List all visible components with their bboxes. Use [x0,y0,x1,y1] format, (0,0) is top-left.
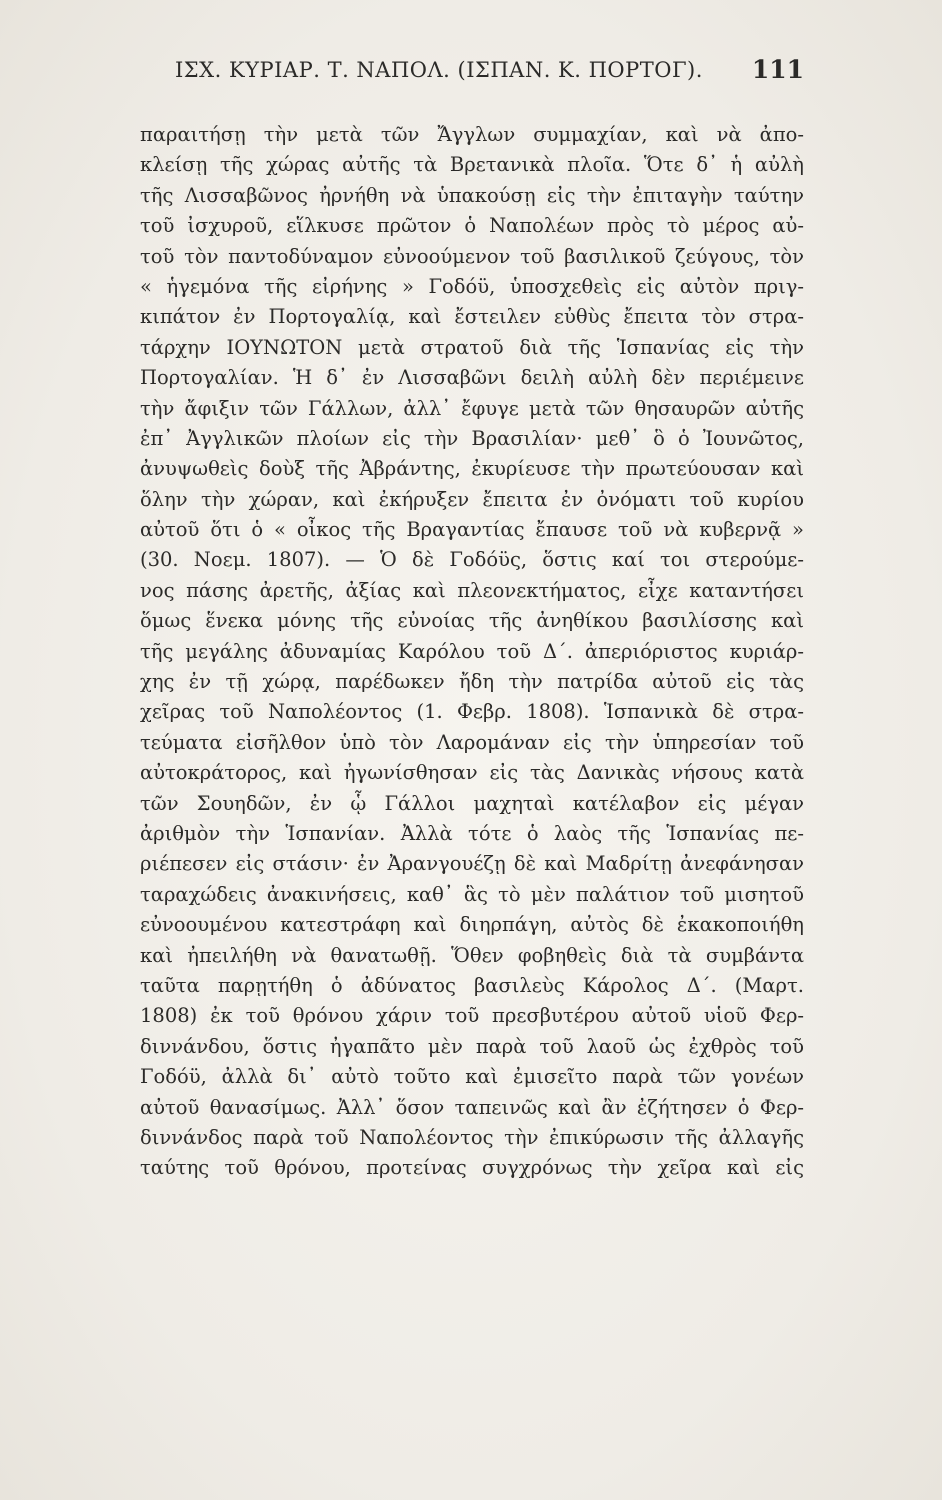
text-line: διννάνδος παρὰ τοῦ Ναπολέοντος τὴν ἐπικύρωσιν τῆς ἀλλαγῆς [140,1125,804,1149]
body-text [140,120,804,1184]
text-line: τοῦ ἰσχυροῦ, εἵλκυσε πρῶτον ὁ Ναπολέων πρὸς τὸ μέρος αὐ- [140,214,804,238]
text-line: καὶ ἠπειλήθη νὰ θανατωθῇ. Ὅθεν φοβηθεὶς διὰ τὰ συμβάντα [140,943,804,967]
text-line: τὴν ἄφιξιν τῶν Γάλλων, ἀλλ᾽ ἔφυγε μετὰ τῶν θησαυρῶν αὐτῆς [140,396,804,420]
text-line: « ἡγεμόνα τῆς εἰρήνης » Γοδόϋ, ὑποσχεθεὶς εἰς αὐτὸν πριγ- [140,274,804,298]
text-line: χεῖρας τοῦ Ναπολέοντος (1. Φεβρ. 1808). Ἱσπανικὰ δὲ στρα- [140,700,804,724]
page-number: 111 [751,55,804,84]
text-line: αὐτοκράτορος, καὶ ἠγωνίσθησαν εἰς τὰς Δανικὰς νήσους κατὰ [140,761,804,785]
text-line: χης ἐν τῇ χώρᾳ, παρέδωκεν ἤδη τὴν πατρίδα αὐτοῦ εἰς τὰς [140,670,804,694]
text-line: ὅλην τὴν χώραν, καὶ ἐκήρυξεν ἔπειτα ἐν ὀνόματι τοῦ κυρίου [140,487,804,511]
text-line: τῶν Σουηδῶν, ἐν ᾧ Γάλλοι μαχηταὶ κατέλαβον εἰς μέγαν [140,791,804,815]
text-line: ταύτης τοῦ θρόνου, προτείνας συγχρόνως τὴν χεῖρα καὶ εἰς [140,1156,804,1180]
text-line: ἀνυψωθεὶς δοὺξ τῆς Ἀβράντης, ἐκυρίευσε τὴν πρωτεύουσαν καὶ [140,457,804,481]
text-line: Πορτογαλίαν. Ἡ δ᾽ ἐν Λισσαβῶνι δειλὴ αὐλὴ δὲν περιέμεινε [140,366,804,390]
text-line: ἐπ᾽ Ἀγγλικῶν πλοίων εἰς τὴν Βρασιλίαν· μεθ᾽ ὃ ὁ Ἰουνῶτος, [140,426,804,450]
text-line: κλείσῃ τῆς χώρας αὐτῆς τὰ Βρετανικὰ πλοῖα. Ὅτε δ᾽ ἡ αὐλὴ [140,153,804,177]
running-head: ΙΣΧ. ΚΥΡΙΑΡ. Τ. ΝΑΠΟΛ. (ΙΣΠΑΝ. Κ. ΠΟΡΤΟΓ). [175,58,703,82]
text-line: ταῦτα παρῃτήθη ὁ ἀδύνατος βασιλεὺς Κάρολος Δ΄. (Μαρτ. [140,973,804,997]
text-line: ὅμως ἕνεκα μόνης τῆς εὐνοίας τῆς ἀνηθίκου βασιλίσσης καὶ [140,609,804,633]
text-line: εὐνοουμένου κατεστράφη καὶ διηρπάγη, αὐτὸς δὲ ἐκακοποιήθη [140,913,804,937]
text-line: ἀριθμὸν τὴν Ἱσπανίαν. Ἀλλὰ τότε ὁ λαὸς τῆς Ἱσπανίας πε- [140,821,804,845]
text-line: παραιτήσῃ τὴν μετὰ τῶν Ἄγγλων συμμαχίαν, καὶ νὰ ἀπο- [140,123,804,146]
text-line: ριέπεσεν εἰς στάσιν· ἐν Ἀρανγουέζῃ δὲ καὶ Μαδρίτῃ ἀνεφάνησαν [140,852,804,876]
text-line: τεύματα εἰσῆλθον ὑπὸ τὸν Λαρομάναν εἰς τὴν ὑπηρεσίαν τοῦ [140,730,804,754]
text-line: τάρχην ΙΟΥΝΩΤΟΝ μετὰ στρατοῦ διὰ τῆς Ἱσπανίας εἰς τὴν [140,335,804,359]
text-line: Γοδόϋ, ἀλλὰ δι᾽ αὐτὸ τοῦτο καὶ ἐμισεῖτο παρὰ τῶν γονέων [140,1065,804,1089]
text-line: τῆς μεγάλης ἀδυναμίας Καρόλου τοῦ Δ΄. ἀπεριόριστος κυριάρ- [140,639,804,663]
text-line: διννάνδου, ὅστις ἠγαπᾶτο μὲν παρὰ τοῦ λαοῦ ὡς ἐχθρὸς τοῦ [140,1034,804,1058]
text-line: νος πάσης ἀρετῆς, ἀξίας καὶ πλεονεκτήματος, εἶχε καταντήσει [140,578,804,602]
text-line: αὐτοῦ ὅτι ὁ « οἶκος τῆς Βραγαντίας ἔπαυσε τοῦ νὰ κυβερνᾷ » [140,518,804,542]
text-line: 1808) ἐκ τοῦ θρόνου χάριν τοῦ πρεσβυτέρου αὐτοῦ υἱοῦ Φερ- [140,1004,804,1028]
text-line: αὐτοῦ θανασίμως. Ἀλλ᾽ ὅσον ταπεινῶς καὶ ἂν ἐζήτησεν ὁ Φερ- [140,1095,804,1119]
page-header [140,55,804,94]
text-line: τοῦ τὸν παντοδύναμον εὐνοούμενον τοῦ βασιλικοῦ ζεύγους, τὸν [140,244,804,268]
text-line: ταραχώδεις ἀνακινήσεις, καθ᾽ ἃς τὸ μὲν παλάτιον τοῦ μισητοῦ [140,882,804,906]
text-line: κιπάτον ἐν Πορτογαλίᾳ, καὶ ἔστειλεν εὐθὺς ἔπειτα τὸν στρα- [140,305,804,329]
text-line: τῆς Λισσαβῶνος ἠρνήθη νὰ ὑπακούσῃ εἰς τὴν ἐπιταγὴν ταύτην [140,183,804,207]
text-line: (30. Νοεμ. 1807). — Ὁ δὲ Γοδόϋς, ὅστις καί τοι στερούμε- [140,548,804,572]
